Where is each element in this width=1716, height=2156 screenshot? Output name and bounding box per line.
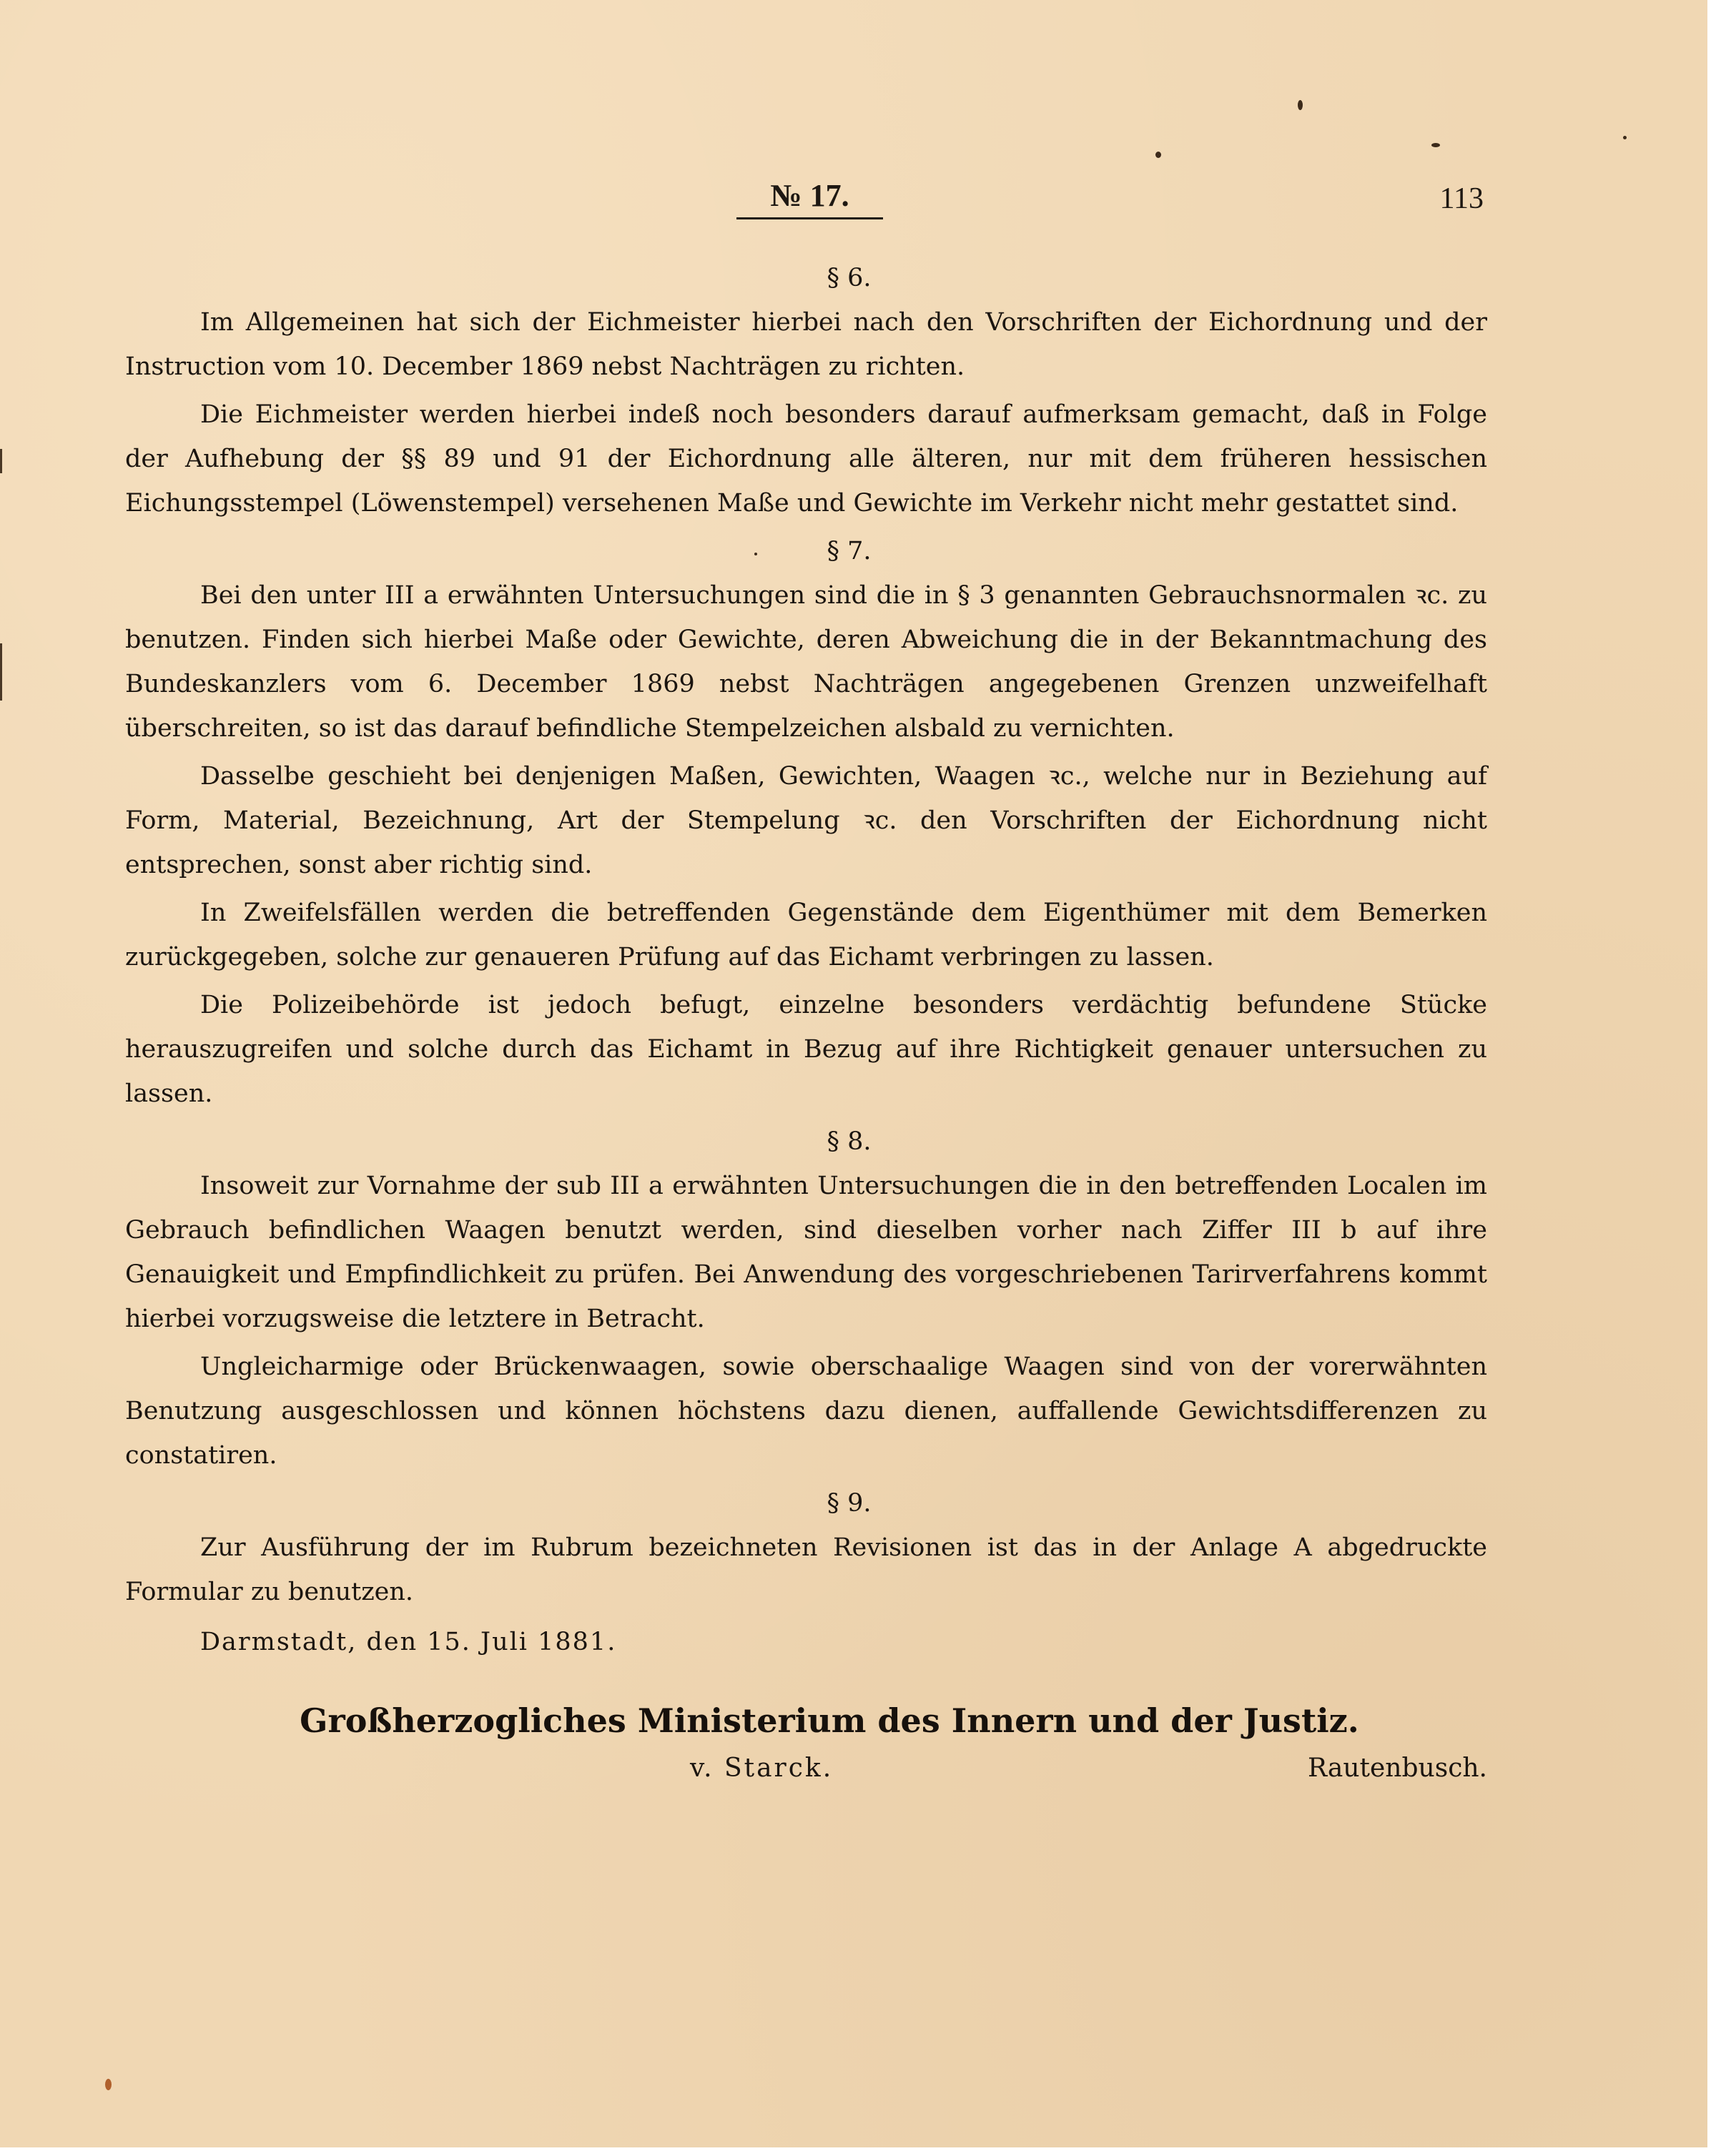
paragraph: Dasselbe geschieht bei denjenigen Maßen, Gewichten, Waagen ꝛc., welche nur in Beziehung auf Form, Material, Bezeichnung, Art der Stempelung ꝛc. den Vorschriften der Eichordnung nicht entsprechen, sonst aber richtig sind. (125, 762, 1487, 879)
section-6 (125, 256, 1487, 525)
paragraph: Die Eichmeister werden hierbei indeß noch besonders darauf aufmerksam gemacht, daß in Folge der Aufhebung der §§ 89 und 91 der Eichordnung alle älteren, nur mit dem früheren hessischen Eichungsstempel (Löwenstempel) versehenen Maße und Gewichte im Verkehr nicht mehr gestattet sind. (125, 400, 1487, 518)
paper-speck (105, 2079, 112, 2090)
scan-edge-mark (0, 643, 2, 701)
paper-speck (1623, 136, 1627, 139)
issue-number: № 17. (770, 178, 849, 213)
paragraph: Im Allgemeinen hat sich der Eichmeister hierbei nach den Vorschriften der Eichordnung und der Instruction vom 10. December 1869 nebst Nachträgen zu richten. (125, 308, 1487, 381)
section-heading: § 6. (827, 264, 872, 292)
document-body (125, 256, 1487, 1794)
scan-edge-mark (0, 449, 2, 473)
paragraph: Ungleicharmige oder Brückenwaagen, sowie oberschaalige Waagen sind von der vorerwähnten Benutzung ausgeschlossen und können höchstens dazu dienen, auffallende Gewichtsdifferenzen zu constatiren. (125, 1353, 1487, 1470)
paper-speck (1431, 143, 1440, 147)
section-heading: § 9. (827, 1489, 872, 1518)
paragraph: In Zweifelsfällen werden die betreffenden Gegenstände dem Eigenthümer mit dem Bemerken zurückgegeben, solche zur genaueren Prüfung auf das Eichamt verbringen zu lassen. (125, 899, 1487, 971)
paper-speck (1298, 100, 1303, 110)
page-header (0, 177, 1707, 220)
paragraph: Bei den unter III a erwähnten Untersuchungen sind die in § 3 genannten Gebrauchsnormalen ꝛc. zu benutzen. Finden sich hierbei Maße oder Gewichte, deren Abweichung die in der Bekanntmachung des Bundeskanzlers vom 6. December 1869 nebst Nachträgen angegebenen Grenzen unzweifelhaft überschreiten, so ist das darauf befindliche Stempelzeichen alsbald zu vernichten. (125, 581, 1487, 743)
date-line: Darmstadt, den 15. Juli 1881. (200, 1628, 617, 1656)
section-8 (125, 1119, 1487, 1478)
section-7 (125, 529, 1487, 1116)
paragraph: Zur Ausführung der im Rubrum bezeichneten Revisionen ist das in der Anlage A abgedruckte Formular zu benutzen. (125, 1533, 1487, 1606)
page-number: 113 (1439, 182, 1484, 215)
section-heading: § 7. (827, 537, 872, 565)
signature-starck: v. Starck. (690, 1754, 834, 1783)
paragraph: Insoweit zur Vornahme der sub III a erwähnten Untersuchungen die in den betreffenden Localen im Gebrauch befindlichen Waagen benutzt werden, sind dieselben vorher nach Ziffer III b auf ihre Genauigkeit und Empfindlichkeit zu prüfen. Bei Anwendung des vorgeschriebenen Tarirverfahrens kommt hierbei vorzugsweise die letztere in Betracht. (125, 1172, 1487, 1333)
signature-rautenbusch: Rautenbusch. (1307, 1754, 1487, 1783)
paper-speck (1155, 152, 1161, 158)
signature-block (125, 1747, 1487, 1794)
issue-underline (736, 217, 883, 219)
section-heading: § 8. (827, 1127, 872, 1156)
paragraph: Die Polizeibehörde ist jedoch befugt, einzelne besonders verdächtig befundene Stücke herauszugreifen und solche durch das Eichamt in Bezug auf ihre Richtigkeit genauer untersuchen zu lassen. (125, 991, 1487, 1108)
ministry-name: Großherzogliches Ministerium des Innern und der Justiz. (300, 1701, 1359, 1740)
section-9 (125, 1481, 1487, 1614)
